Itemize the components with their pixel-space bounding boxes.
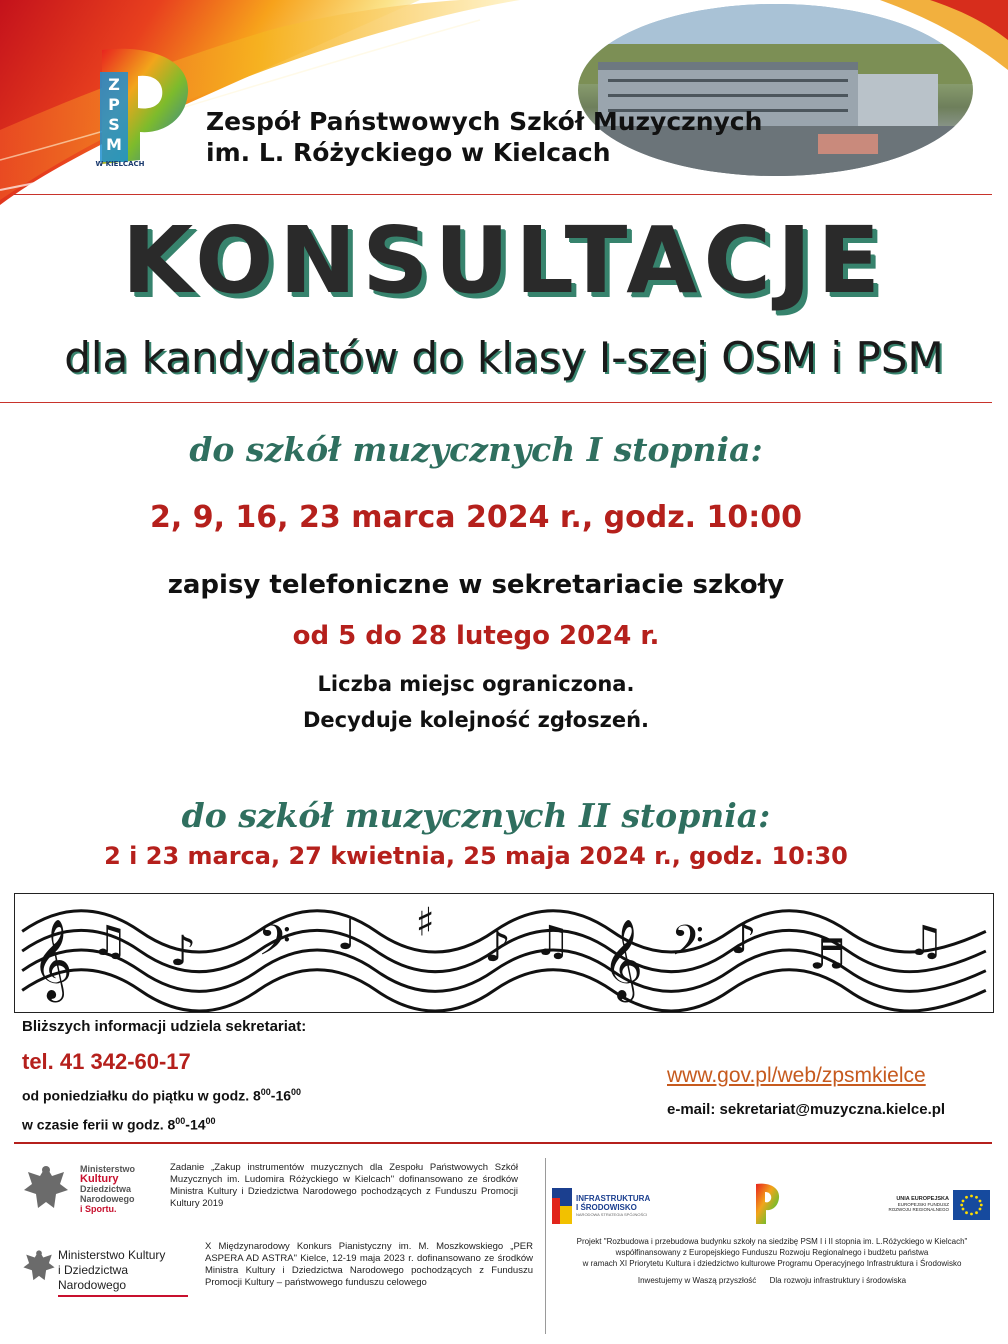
page-title: KONSULTACJE (121, 207, 887, 314)
project-funding-text: Projekt "Rozbudowa i przebudowa budynku szkoły na siedzibę PSM I i II stopnia im. L.Różyckiego w Kielcach" współfinansowany z Europejskiego Funduszu Rozwoju Regionalnego i budżetu państwa w ramach XI Priorytetu Kultura i dziedzictwo kulturowe Programu Operacyjnego Infrastruktura i Środowisko (576, 1237, 968, 1268)
section2-dates: 2 i 23 marca, 27 kwietnia, 25 maja 2024 r., godz. 10:30 (104, 842, 848, 870)
logo-letter-p: P (108, 95, 120, 114)
polish-eagle-icon (22, 1162, 70, 1214)
title-divider (0, 402, 992, 403)
school-name (206, 106, 786, 168)
contest-funding-text: X Międzynarodowy Konkurs Pianistyczny im. M. Moszkowskiego „PER ASPERA AD ASTRA" Kielce, 12-19 maja 2023 r. dofinansowano ze środków Ministra Kultury i Dziedzictwa Narodowego pochodzących z Funduszu Promocji Kultury – państwowego funduszu celowego (205, 1241, 533, 1288)
logo-letter-s: S (108, 115, 120, 134)
polish-eagle-icon-2 (22, 1244, 56, 1288)
note-icon: ♫ (907, 916, 945, 965)
section1-registration-period: od 5 do 28 lutego 2024 r. (292, 621, 660, 651)
header-divider (14, 194, 992, 195)
section1-note-limited: Liczba miejsc ograniczona. (317, 672, 635, 696)
logo-caption: W KIELCACH (95, 160, 145, 168)
section1-dates: 2, 9, 16, 23 marca 2024 r., godz. 10:00 (149, 500, 803, 535)
infrastructure-logo-icon (552, 1188, 572, 1224)
contact-phone[interactable]: tel. 41 342-60-17 (22, 1049, 191, 1074)
ministry-logo-2: Ministerstwo Kultury i Dziedzictwa Narodowego (58, 1248, 198, 1297)
note-icon: ♪ (484, 922, 511, 971)
bass-clef-icon: 𝄢 (258, 916, 292, 976)
sharp-icon: ♯ (415, 899, 435, 946)
bass-clef-icon-2: 𝄢 (671, 916, 705, 976)
footer-column-divider (545, 1158, 546, 1334)
footer-divider-line (14, 1142, 992, 1144)
note-icon: ♪ (730, 915, 757, 963)
music-notes-decoration (14, 893, 994, 1013)
section1-note-order: Decyduje kolejność zgłoszeń. (302, 708, 650, 732)
logo-letter-z: Z (108, 75, 120, 94)
website-link[interactable]: www.gov.pl/web/zpsmkielce (667, 1064, 926, 1087)
task-funding-text: Zadanie „Zakup instrumentów muzycznych dla Zespołu Państwowych Szkół Muzycznych im. Ludomira Różyckiego w Kielcach" dofinansowano ze środków Ministra Kultury i Dziedzictwa Narodowego pochodzących z Funduszu Promocji Kultury 2019 (170, 1162, 518, 1209)
office-hours: od poniedziałku do piątku w godz. $8^{00}-16^{00}$ (22, 1087, 302, 1104)
treble-clef-icon-2: 𝄞 (602, 919, 644, 1000)
eu-logo-text: UNIA EUROPEJSKA EUROPEJSKI FUNDUSZ ROZWOJU REGIONALNEGO (888, 1196, 949, 1212)
note-icon: ♫ (533, 916, 571, 965)
slogans: Inwestujemy w Waszą przyszłość Dla rozwoju infrastruktury i środowiska (637, 1276, 907, 1285)
school-name-line1: Zespół Państwowych Szkół Muzycznych (206, 107, 763, 136)
section1-heading: do szkół muzycznych I stopnia: (189, 430, 763, 469)
logo-letter-m: M (106, 135, 122, 154)
section2-heading: do szkół muzycznych II stopnia: (181, 796, 771, 835)
page-subtitle: dla kandydatów do klasy I-szej OSM i PSM (64, 333, 944, 382)
treble-clef-icon: 𝄞 (32, 919, 73, 1000)
contact-heading: Bliższych informacji udziela sekretariat: (22, 1018, 307, 1035)
note-icon: ♪ (169, 926, 197, 975)
ministry-logo-1: Ministerstwo Kultury Dziedzictwa Narodowego i Sportu. (80, 1164, 136, 1214)
eu-flag-icon (953, 1190, 990, 1220)
note-icon: ♬ (808, 930, 846, 979)
zpsm-logo (80, 42, 192, 172)
note-icon: ♫ (91, 916, 129, 965)
contact-block (22, 1018, 452, 1132)
note-icon: ♩ (336, 911, 357, 960)
infrastructure-logo-text: INFRASTRUKTURA I ŚRODOWISKO NARODOWA STRATEGIA SPÓJNOŚCI (576, 1194, 651, 1217)
zpsm-small-logo (752, 1182, 780, 1226)
school-name-line2: im. L. Różyckiego w Kielcach (206, 138, 611, 167)
email-address[interactable]: e-mail: sekretariat@muzyczna.kielce.pl (667, 1101, 946, 1118)
section1-registration: zapisy telefoniczne w sekretariacie szkoły (167, 570, 785, 600)
holiday-hours: w czasie ferii w godz. $8^{00}-14^{00}$ (22, 1115, 216, 1133)
